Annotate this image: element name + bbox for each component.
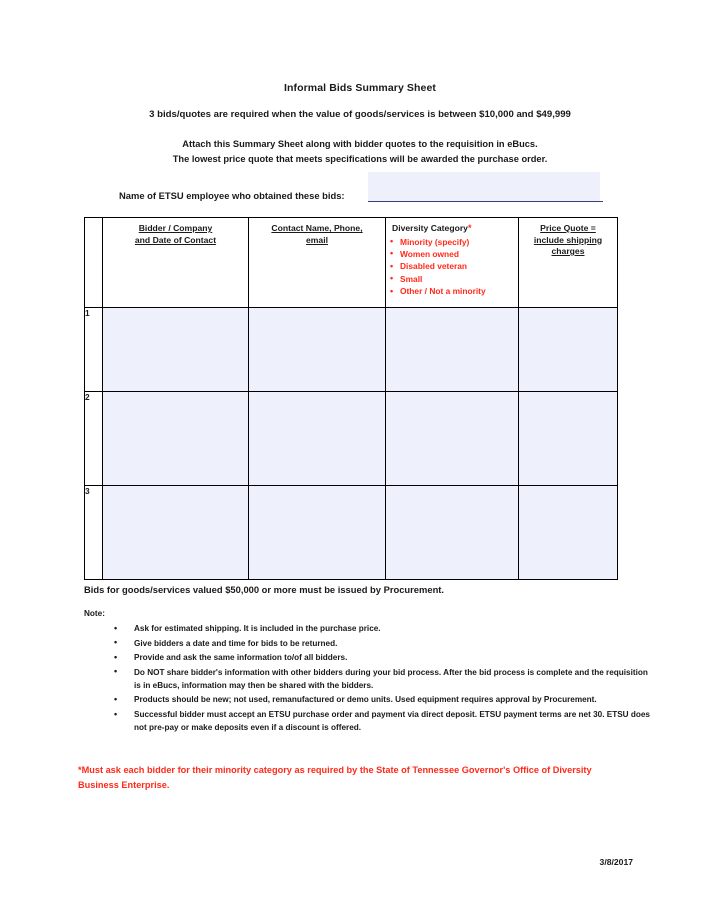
header-number-label <box>85 218 102 223</box>
document-date: 3/8/2017 <box>599 857 633 867</box>
header-cell-number <box>85 218 103 308</box>
header-cell-price <box>519 218 618 308</box>
required-asterisk-icon: * <box>467 223 472 233</box>
header-contact-line-2: email <box>306 234 328 245</box>
employee-name-label: Name of ETSU employee who obtained these bids: <box>119 190 345 201</box>
table-row <box>85 486 618 580</box>
row-number-3: 3 <box>85 486 103 580</box>
employee-name-fill <box>368 172 600 201</box>
header-contact-line-1: Contact Name, Phone, <box>271 223 363 233</box>
list-item: • Other / Not a minority <box>400 285 518 297</box>
page-title: Informal Bids Summary Sheet <box>283 82 437 94</box>
instructions-block <box>0 137 720 167</box>
list-item: • Minority (specify) <box>400 236 518 248</box>
procurement-threshold-note: Bids for goods/services valued $50,000 or more must be issued by Procurement. <box>84 584 445 595</box>
header-price-line-2: include shipping <box>533 234 603 245</box>
employee-name-underline <box>368 201 603 202</box>
row-3-diversity-cell[interactable] <box>386 486 519 580</box>
header-bidder-line-2: and Date of Contact <box>134 234 217 245</box>
minority-category-footnote: *Must ask each bidder for their minority category as required by the State of Tennessee Governor's Office of Diversity Business Enterprise. <box>78 765 592 790</box>
instruction-line-1: Attach this Summary Sheet along with bidder quotes to the requisition in eBucs. <box>182 139 538 149</box>
row-2-bidder-cell[interactable] <box>103 392 249 486</box>
row-number-1: 1 <box>85 308 103 392</box>
list-item: • Disabled veteran <box>400 260 518 272</box>
row-3-price-cell[interactable] <box>519 486 618 580</box>
header-cell-diversity <box>386 218 519 308</box>
header-diversity-label: Diversity Category <box>392 223 468 233</box>
table-row <box>85 392 618 486</box>
note-heading: Note: <box>84 609 105 618</box>
list-item: • Give bidders a date and time for bids to be returned. <box>110 637 655 650</box>
notes-list <box>110 622 655 736</box>
list-item: • Do NOT share bidder's information with other bidders during your bid process. After the bid process is complete and the requisition is in eBucs, information may then be shared with the bidders. <box>110 666 655 692</box>
header-price-line-3: charges <box>551 246 585 256</box>
list-item: • Small <box>400 273 518 285</box>
row-3-bidder-cell[interactable] <box>103 486 249 580</box>
header-bidder-line-1: Bidder / Company <box>138 223 213 233</box>
row-2-contact-cell[interactable] <box>249 392 386 486</box>
row-2-diversity-cell[interactable] <box>386 392 519 486</box>
bid-threshold-subtitle: 3 bids/quotes are required when the value of goods/services is between $10,000 and $49,999 <box>149 109 571 120</box>
row-1-diversity-cell[interactable] <box>386 308 519 392</box>
table-header-row <box>85 218 618 308</box>
header-price-line-1: Price Quote = <box>540 223 596 233</box>
list-item: • Ask for estimated shipping. It is included in the purchase price. <box>110 622 655 635</box>
row-1-contact-cell[interactable] <box>249 308 386 392</box>
header-cell-contact <box>249 218 386 308</box>
row-3-contact-cell[interactable] <box>249 486 386 580</box>
row-2-price-cell[interactable] <box>519 392 618 486</box>
list-item: • Successful bidder must accept an ETSU purchase order and payment via direct deposit. ETSU payment terms are net 30. ETSU does not pre-pay or make deposits even if a discount is offered. <box>110 708 655 734</box>
list-item: • Products should be new; not used, remanufactured or demo units. Used equipment requires approval by Procurement. <box>110 693 655 706</box>
table-row <box>85 308 618 392</box>
instruction-line-2: The lowest price quote that meets specifications will be awarded the purchase order. <box>172 154 548 164</box>
row-1-bidder-cell[interactable] <box>103 308 249 392</box>
list-item: • Women owned <box>400 248 518 260</box>
row-1-price-cell[interactable] <box>519 308 618 392</box>
bids-table <box>84 217 618 580</box>
row-number-2: 2 <box>85 392 103 486</box>
list-item: • Provide and ask the same information to/of all bidders. <box>110 651 655 664</box>
employee-name-row <box>119 188 619 206</box>
diversity-options-list <box>386 236 518 298</box>
header-cell-bidder <box>103 218 249 308</box>
